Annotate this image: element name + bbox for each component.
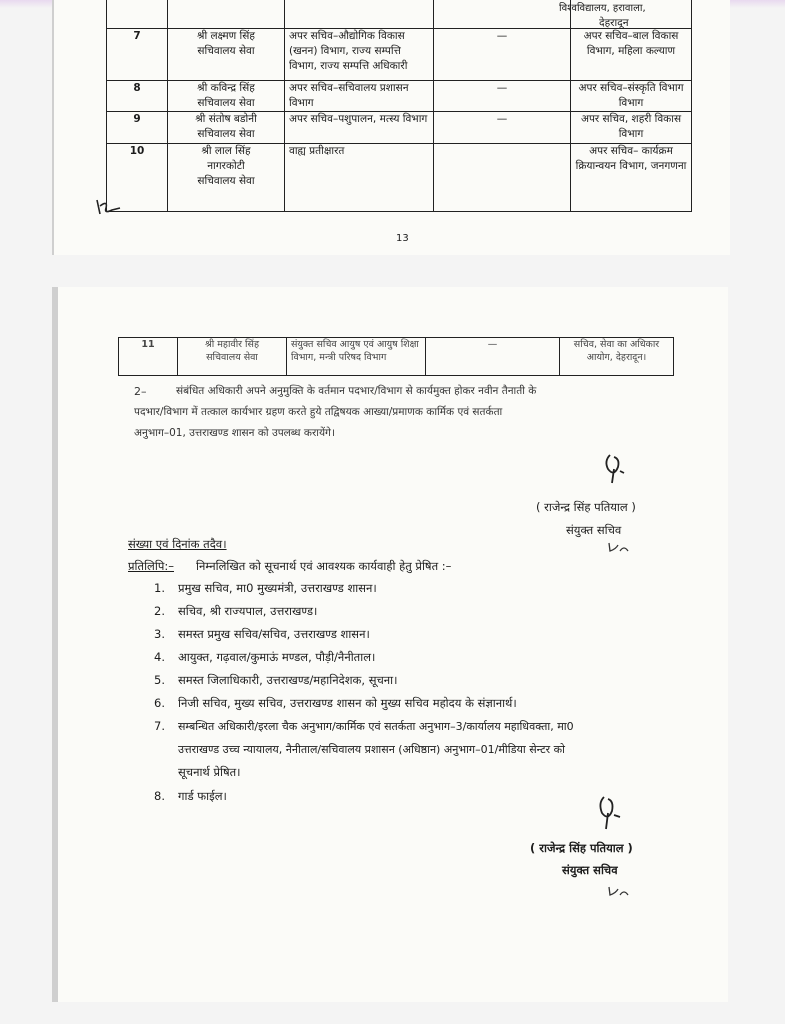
list-item: सम्बन्धित अधिकारी/इरला चैक अनुभाग/कार्मिक एवं सतर्कता अनुभाग–3/कार्यालय महाधिवक्ता, मा0 [178, 720, 574, 733]
current-post: अपर सचिव–पशुपालन, मत्स्य विभाग [285, 111, 434, 143]
table-row [107, 143, 692, 211]
list-item-number: 6. [154, 696, 165, 710]
dash-cell: — [434, 111, 571, 143]
row-number: 8 [107, 80, 168, 111]
list-item: प्रमुख सचिव, मा0 मुख्यमंत्री, उत्तराखण्ड शासन। [178, 581, 377, 595]
list-item-number: 3. [154, 627, 165, 641]
officer-name: श्री कविन्द्र सिंह [197, 81, 255, 94]
officer-service: सचिवालय सेवा [206, 352, 258, 363]
list-item: निजी सचिव, मुख्य सचिव, उत्तराखण्ड शासन को मुख्य सचिव महोदय के संज्ञानार्थ। [178, 696, 517, 710]
current-post: अपर सचिव–औद्योगिक विकास (खनन) विभाग, राज्य सम्पत्ति विभाग, राज्य सम्पत्ति अधिकारी [285, 28, 434, 80]
list-item-continued: उत्तराखण्ड उच्च न्यायालय, नैनीताल/सचिवालय प्रशासन (अधिष्ठान) अनुभाग–01/मीडिया सेन्टर को [178, 743, 565, 756]
current-post: अपर सचिव–सचिवालय प्रशासन विभाग [285, 80, 434, 111]
new-post: अपर सचिव– कार्यक्रम क्रियान्वयन विभाग, जनगणना [571, 143, 692, 211]
new-post: अपर सचिव–बाल विकास विभाग, महिला कल्याण [571, 28, 692, 80]
list-item: समस्त जिलाधिकारी, उत्तराखण्ड/महानिदेशक, सूचना। [178, 673, 398, 687]
document-page-1 [52, 0, 730, 255]
paragraph-line: अनुभाग–01, उत्तराखण्ड शासन को उपलब्ध करायेंगे। [134, 427, 335, 439]
signature-icon [590, 793, 630, 833]
list-item-number: 2. [154, 604, 165, 618]
row-number: 10 [107, 143, 168, 211]
signatory-name: ( राजेन्द्र सिंह पतियाल ) [530, 841, 633, 855]
paragraph-number: 2– [134, 385, 147, 398]
table-row [119, 338, 674, 376]
officer-service: सचिवालय सेवा [197, 96, 255, 109]
list-item: सचिव, श्री राज्यपाल, उत्तराखण्ड। [178, 604, 318, 618]
officer-name-line2: नागरकोटी [207, 159, 245, 172]
transfer-table [106, 0, 692, 212]
signature-icon [596, 451, 636, 487]
list-item-number: 8. [154, 789, 165, 803]
officer-name: श्री लक्ष्मण सिंह [197, 29, 255, 42]
current-post: संयुक्त सचिव आयुष एवं आयुष शिक्षा विभाग, मन्त्री परिषद विभाग [287, 338, 426, 376]
table-cell-partial: देहरादून [599, 17, 629, 29]
list-item-number: 4. [154, 650, 165, 664]
list-item: समस्त प्रमुख सचिव/सचिव, उत्तराखण्ड शासन। [178, 627, 370, 641]
new-post: सचिव, सेवा का अधिकार आयोग, देहरादून। [560, 338, 674, 376]
paragraph-line: संबंधित अधिकारी अपने अनुमुक्ति के वर्तमान पदभार/विभाग से कार्यमुक्त होकर नवीन तैनाती के [176, 385, 537, 397]
officer-service: सचिवालय सेवा [197, 44, 255, 57]
row-number: 9 [107, 111, 168, 143]
dash-cell: — [434, 28, 571, 80]
officer-name: श्री संतोष बडोनी [195, 112, 257, 125]
signatory-designation: संयुक्त सचिव [562, 863, 618, 877]
table-cell-partial: विश्वविद्यालय, हरावाला, [559, 3, 646, 14]
list-item-number: 1. [154, 581, 165, 595]
dash-cell: — [426, 338, 560, 376]
transfer-table-continued [118, 337, 674, 376]
new-post: अपर सचिव–संस्कृति विभाग विभाग [571, 80, 692, 111]
list-item-continued: सूचनार्थ प्रेषित। [178, 765, 241, 779]
table-row [107, 111, 692, 143]
officer-service: सचिवालय सेवा [197, 174, 255, 187]
signatory-name: ( राजेन्द्र सिंह पतियाल ) [536, 500, 636, 514]
officer-service: सचिवालय सेवा [197, 127, 255, 140]
signatory-designation: संयुक्त सचिव [566, 523, 622, 537]
list-item-number: 7. [154, 719, 165, 733]
paragraph-line: पदभार/विभाग में तत्काल कार्यभार ग्रहण करते हुये तद्विषयक आख्या/प्रमाणक कार्मिक एवं सतर्कता [134, 406, 503, 418]
dash-cell: — [434, 80, 571, 111]
list-item: गार्ड फाईल। [178, 789, 227, 803]
officer-name: श्री लाल सिंह [201, 144, 251, 157]
current-post: वाह्य प्रतीक्षारत [285, 143, 434, 211]
page-number: 13 [396, 233, 409, 244]
new-post: अपर सचिव, शहरी विकास विभाग [571, 111, 692, 143]
handwritten-initial-icon [94, 196, 124, 218]
officer-name: श्री महावीर सिंह [205, 339, 259, 350]
dash-cell [434, 143, 571, 211]
table-row [107, 80, 692, 111]
list-item-number: 5. [154, 673, 165, 687]
document-page-2 [52, 287, 728, 1002]
number-date-line: संख्या एवं दिनांक तदैव। [128, 537, 227, 551]
initials-icon [606, 883, 636, 899]
list-item: आयुक्त, गढ़वाल/कुमाऊं मण्डल, पौड़ी/नैनीताल। [178, 650, 376, 664]
copy-text: निम्नलिखित को सूचनार्थ एवं आवश्यक कार्यवाही हेतु प्रेषित :– [196, 559, 452, 573]
row-number: 7 [107, 28, 168, 80]
table-row [107, 28, 692, 80]
initials-icon [606, 539, 636, 555]
copy-prefix: प्रतिलिपि:– [128, 559, 174, 573]
row-number: 11 [119, 338, 178, 376]
